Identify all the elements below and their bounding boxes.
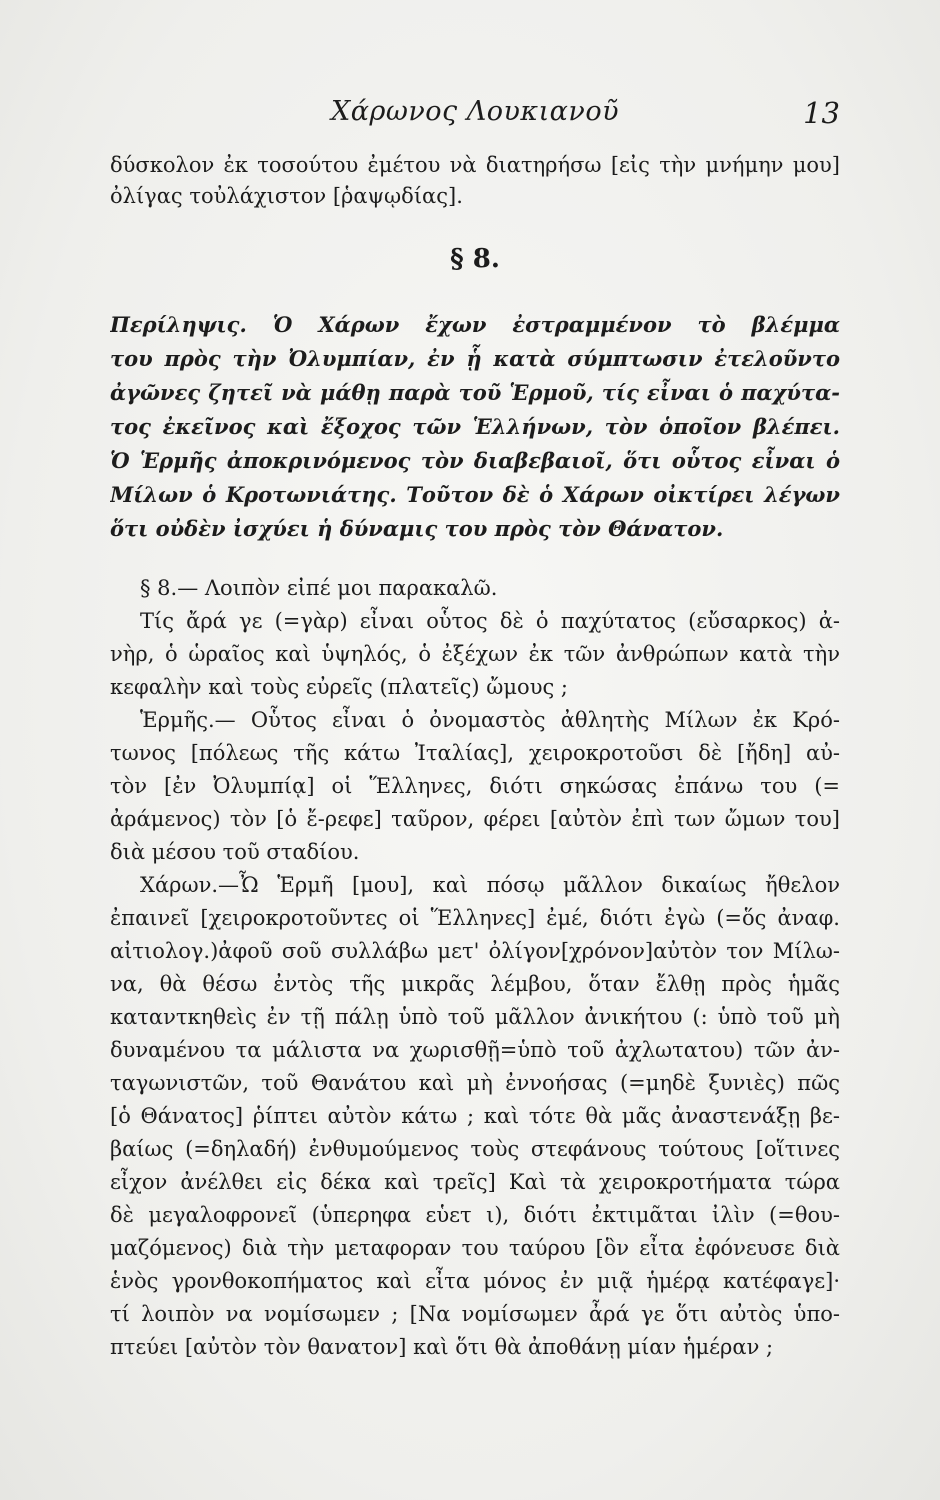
spacer bbox=[110, 546, 840, 572]
summary-line: τος ἐκεῖνος καὶ ἔξοχος τῶν Ἑλλήνων, τὸν ὁποῖον βλέπει. bbox=[110, 414, 840, 439]
summary-line: Ὁ Ἑρμῆς ἀποκρινόμενος τὸν διαβεβαιοῖ, ὅτι οὗτος εἶναι ὁ bbox=[110, 448, 840, 473]
dialogue-line: ἐπαινεῖ [χειροκροτοῦντες οἱ Ἕλληνες] ἐμέ, διότι ἐγὼ (=ὅς ἀναφ. bbox=[110, 906, 840, 930]
dialogue-line: Χάρων.—Ὦ Ἑρμῆ [μου], καὶ πόσῳ μᾶλλον δικαίως ἤθελον bbox=[140, 873, 840, 897]
dialogue-line: ἑνὸς γρονθοκοπήματος καὶ εἶτα μόνος ἐν μιᾷ ἡμέρᾳ κατέφαγε]· bbox=[110, 1269, 840, 1293]
dialogue-line: τωνος [πόλεως τῆς κάτω Ἰταλίας], χειροκροτοῦσι δὲ [ἤδη] αὐ- bbox=[110, 741, 840, 765]
running-title: Χάρωνος Λουκιανοῦ bbox=[331, 96, 619, 127]
dialogue-line: να, θὰ θέσω ἐντὸς τῆς μικρᾶς λέμβου, ὅταν ἔλθῃ πρὸς ἡμᾶς bbox=[110, 972, 840, 996]
text-line: ὀλίγας τοὐλάχιστον [ῥαψῳδίας]. bbox=[110, 184, 463, 208]
summary-line: ὅτι οὐδὲν ἰσχύει ἡ δύναμις του πρὸς τὸν Θάνατον. bbox=[110, 516, 724, 541]
dialogue-line: μαζόμενος) διὰ τὴν μεταφοραν του ταύρου [ὃν εἶτα ἐφόνευσε διὰ bbox=[110, 1236, 840, 1260]
section-heading: § 8. bbox=[450, 244, 500, 274]
summary-line: του πρὸς τὴν Ὀλυμπίαν, ἐν ᾗ κατὰ σύμπτωσιν ἐτελοῦντο bbox=[110, 346, 840, 371]
text-line: δύσκολον ἐκ τοσούτου ἐμέτου νὰ διατηρήσω [εἰς τὴν μνήμην μου] bbox=[110, 153, 840, 177]
page-header bbox=[110, 96, 840, 136]
dialogue-line: Ἑρμῆς.— Οὗτος εἶναι ὁ ὀνομαστὸς ἀθλητὴς Μίλων ἐκ Κρό- bbox=[140, 708, 840, 732]
summary-line: Περίληψις. Ὁ Χάρων ἔχων ἐστραμμένον τὸ βλέμμα bbox=[110, 312, 840, 337]
summary-line: ἀγῶνες ζητεῖ νὰ μάθῃ παρὰ τοῦ Ἑρμοῦ, τίς εἶναι ὁ παχύτα- bbox=[110, 380, 840, 405]
dialogue-line: κεφαλὴν καὶ τοὺς εὐρεῖς (πλατεῖς) ὤμους ; bbox=[110, 675, 568, 699]
dialogue-line: Τίς ἄρά γε (=γὰρ) εἶναι οὗτος δὲ ὁ παχύτατος (εὔσαρκος) ἀ- bbox=[140, 609, 840, 633]
dialogue-text bbox=[110, 572, 840, 1364]
dialogue-line: ἀράμενος) τὸν [ὁ ἔ-ρεφε] ταῦρον, φέρει [αὐτὸν ἐπὶ των ὤμων του] bbox=[110, 807, 840, 831]
dialogue-line: νὴρ, ὁ ὡραῖος καὶ ὑψηλός, ὁ ἐξέχων ἐκ τῶν ἀνθρώπων κατὰ τὴν bbox=[110, 642, 840, 666]
summary-paragraph bbox=[110, 308, 840, 546]
dialogue-line: διὰ μέσου τοῦ σταδίου. bbox=[110, 840, 360, 864]
dialogue-line: [ὁ Θάνατος] ῥίπτει αὐτὸν κάτω ; καὶ τότε θὰ μᾶς ἀναστενάξῃ βε- bbox=[110, 1104, 840, 1128]
dialogue-line: αἰτιολογ.)ἀφοῦ σοῦ συλλάβω μετ' ὀλίγον[χρόνον]αὐτὸν τον Μίλω- bbox=[110, 939, 840, 963]
dialogue-line: § 8.— Λοιπὸν εἰπέ μοι παρακαλῶ. bbox=[140, 576, 498, 600]
dialogue-line: δὲ μεγαλοφρονεῖ (ὑπερηφα εὑετ ι), διότι ἐκτιμᾶται ἰλὶν (=θου- bbox=[110, 1203, 840, 1227]
page-number: 13 bbox=[803, 96, 840, 130]
dialogue-line: ταγωνιστῶν, τοῦ Θανάτου καὶ μὴ ἐννοήσας (=μηδὲ ξυνιὲς) πῶς bbox=[110, 1071, 840, 1095]
dialogue-line: πτεύει [αὐτὸν τὸν θανατον] καὶ ὅτι θὰ ἀποθάνῃ μίαν ἡμέραν ; bbox=[110, 1335, 774, 1359]
page-body bbox=[110, 150, 840, 1364]
dialogue-line: τὸν [ἐν Ὀλυμπίᾳ] οἱ Ἕλληνες, διότι σηκώσας ἐπάνω του (= bbox=[110, 774, 840, 798]
top-paragraph bbox=[110, 150, 840, 212]
dialogue-line: καταντκηθεὶς ἐν τῇ πάλῃ ὑπὸ τοῦ μᾶλλον ἀνικήτου (: ὑπὸ τοῦ μὴ bbox=[110, 1005, 840, 1029]
dialogue-line: εἶχον ἀνέλθει εἰς δέκα καὶ τρεῖς] Καὶ τὰ χειροκροτήματα τώρα bbox=[110, 1170, 840, 1194]
dialogue-line: δυναμένου τα μάλιστα να χωρισθῇ=ὑπὸ τοῦ ἀχλωτατου) τῶν ἀν- bbox=[110, 1038, 840, 1062]
dialogue-line: τί λοιπὸν να νομίσωμεν ; [Να νομίσωμεν ἆρά γε ὅτι αὐτὸς ὑπο- bbox=[110, 1302, 840, 1326]
summary-line: Μίλων ὁ Κροτωνιάτης. Τοῦτον δὲ ὁ Χάρων οἰκτίρει λέγων bbox=[110, 482, 840, 507]
dialogue-line: βαίως (=δηλαδή) ἐνθυμούμενος τοὺς στεφάνους τούτους [οἵτινες bbox=[110, 1137, 840, 1161]
